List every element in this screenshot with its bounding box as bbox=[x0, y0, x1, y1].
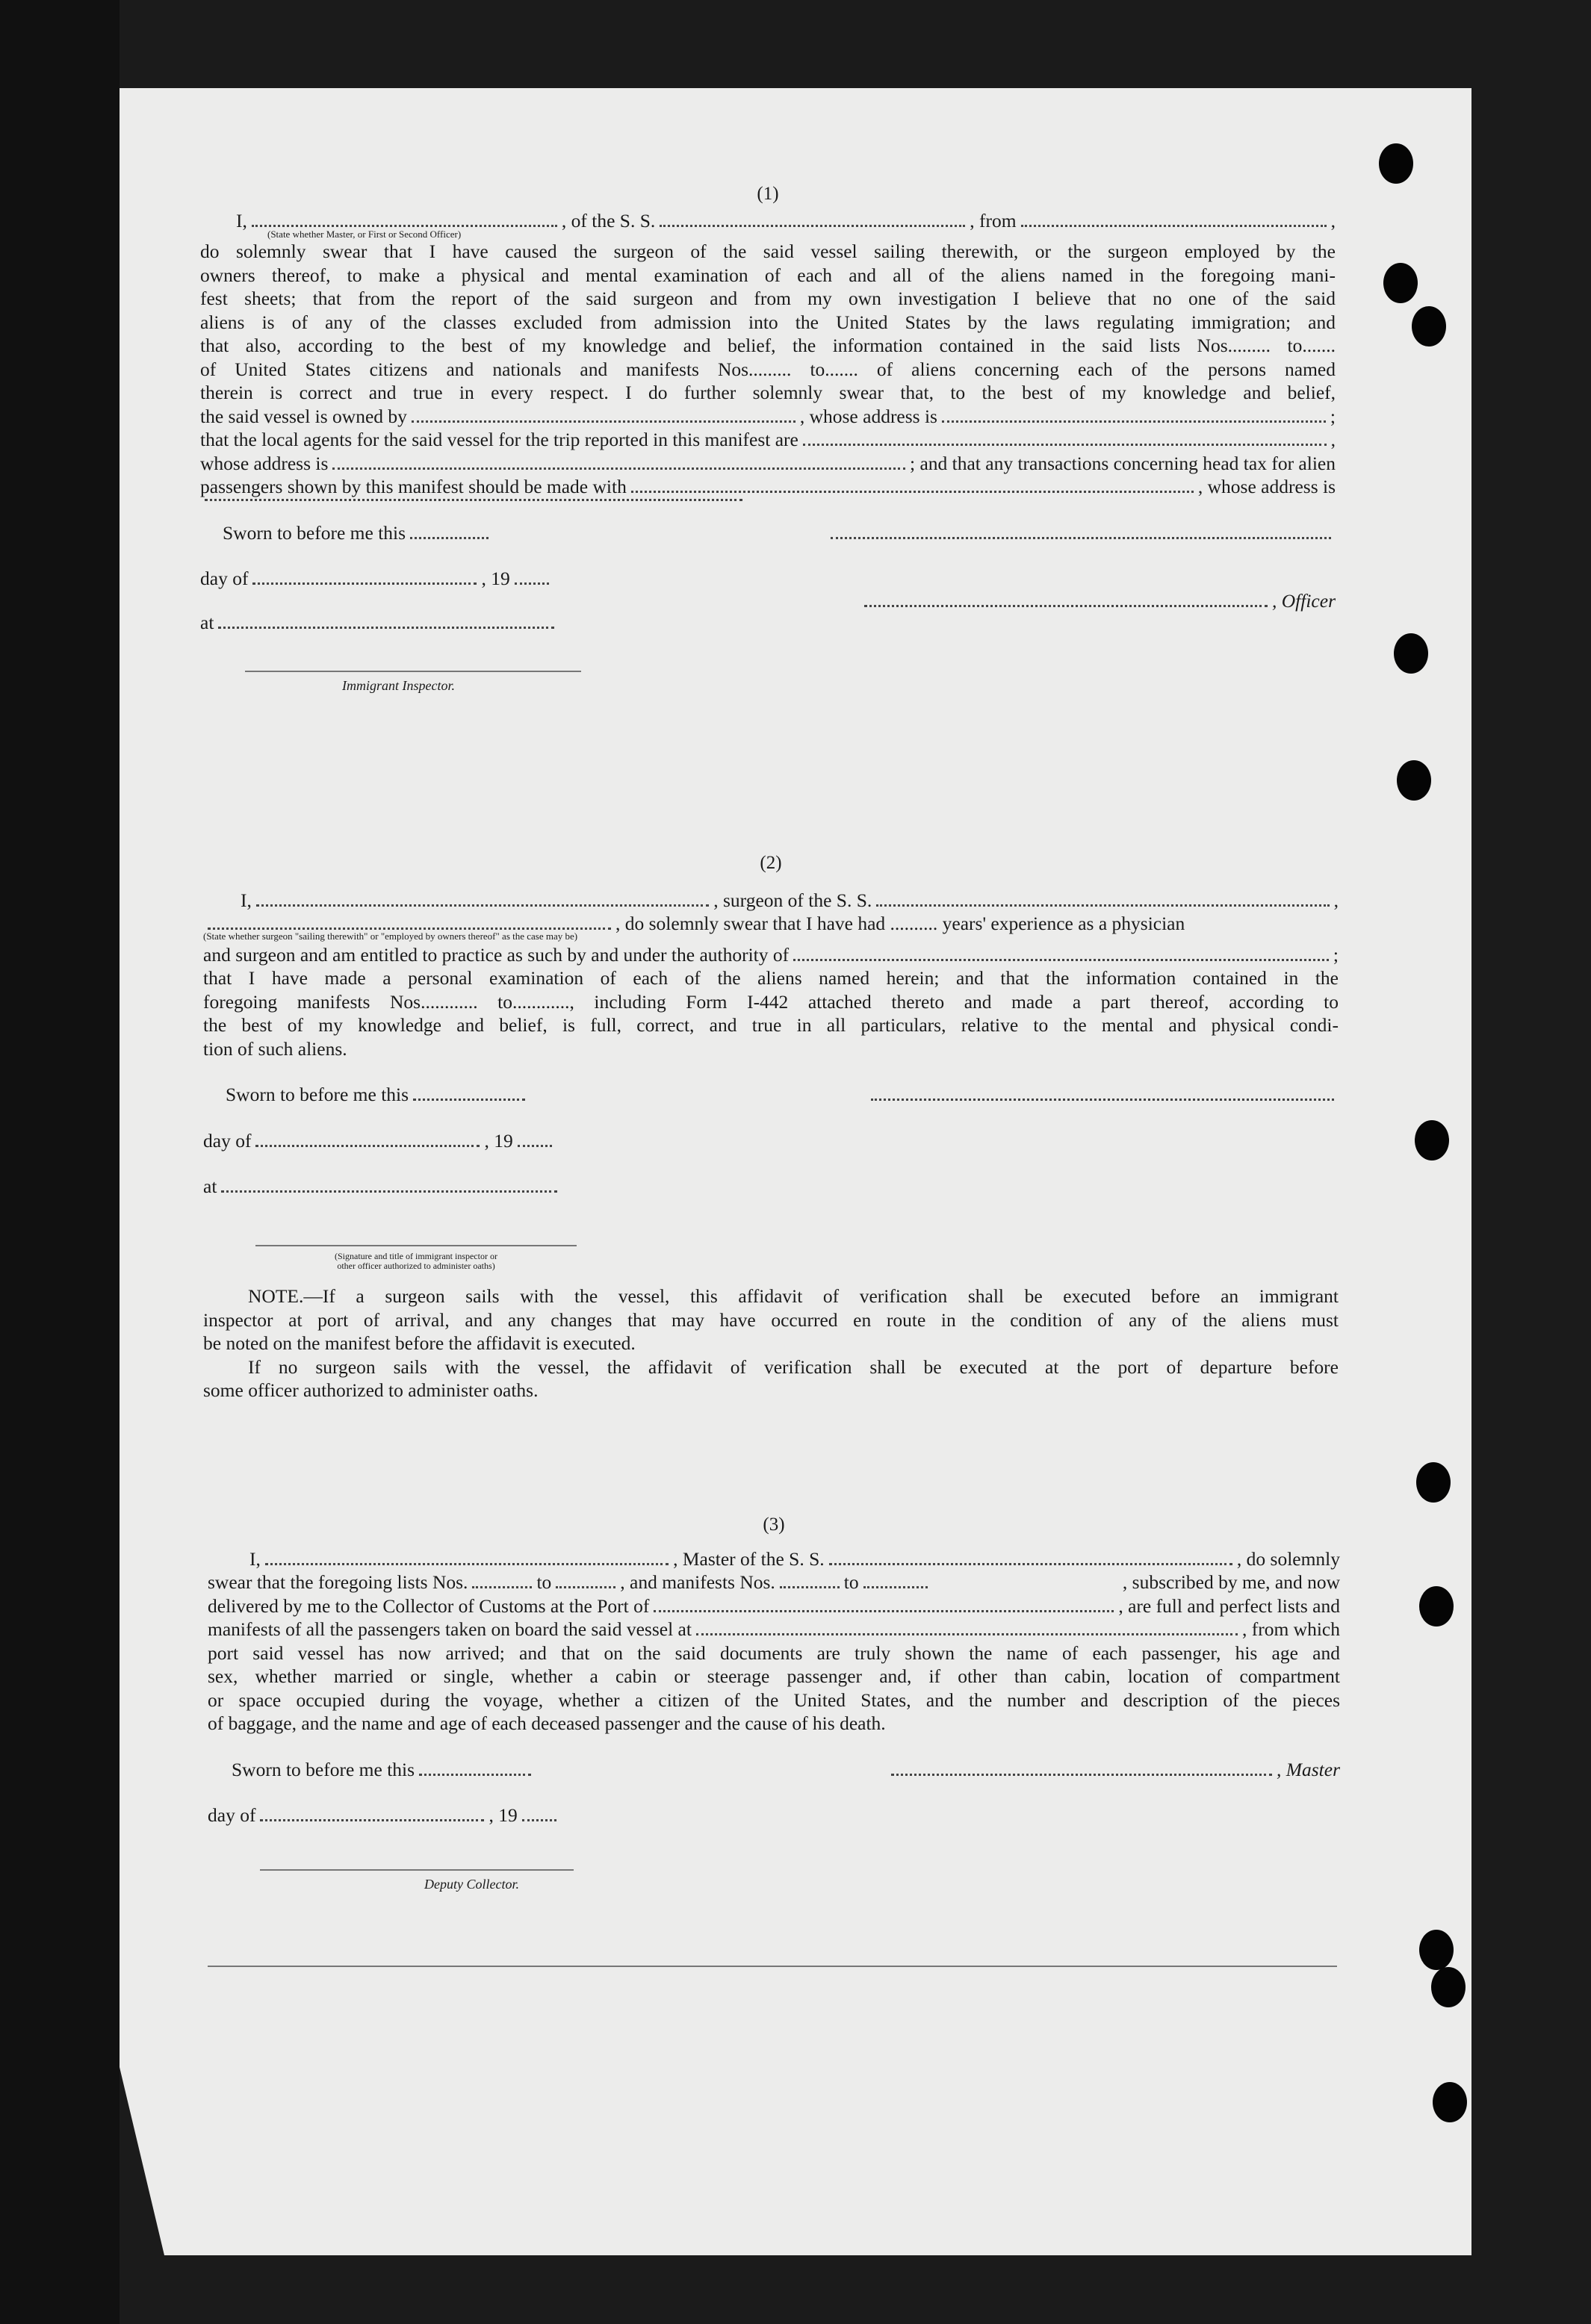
agents-address-line: whose address is ; and that any transactions concerning head tax for alien bbox=[200, 452, 1336, 474]
master-vessel-field[interactable] bbox=[829, 1563, 1232, 1565]
section2-line1: I, , surgeon of the S. S. , bbox=[241, 889, 1339, 911]
at-line: at bbox=[200, 611, 1336, 635]
day-month-field[interactable] bbox=[260, 1819, 484, 1821]
punch-hole bbox=[1383, 263, 1418, 303]
officer-name-field[interactable] bbox=[831, 537, 1331, 539]
manifests-to-field[interactable] bbox=[863, 1586, 928, 1588]
sworn-day-field[interactable] bbox=[419, 1774, 531, 1776]
authority-field[interactable] bbox=[793, 959, 1329, 961]
section3-line4: manifests of all the passengers taken on board the said vessel at , from which bbox=[208, 1618, 1340, 1640]
section1-paragraph: do solemnly swear that I have caused the surgeon of the said vessel sailing therewith, or the surgeon employed by the owners thereof, to make a physical and mental examination of each and all of the aliens named in the foregoing mani- fest sheets; that from the report of the said surgeon and from my own investigation I believe that no one of the said aliens is of any of the classes excluded from admission into the United States by the laws regulating immigration; and that also, according to the best of my knowledge and belief, the information contained in the said lists Nos......... to....... of United States citizens and nationals and manifests Nos......... to....... of aliens concerning each of the persons named therein is correct and true in every respect. I do further solemnly swear that, to the best of my knowledge and belief, bbox=[200, 240, 1336, 403]
day-month-field[interactable] bbox=[252, 582, 477, 585]
day-line: day of , 19 bbox=[208, 1803, 1340, 1827]
section3-line3: delivered by me to the Collector of Customs at the Port of , are full and perfect lists and bbox=[208, 1594, 1340, 1617]
owner-address-field[interactable] bbox=[942, 420, 1326, 423]
surgeon-vessel-field[interactable] bbox=[876, 904, 1329, 907]
year-field[interactable] bbox=[515, 582, 549, 585]
punch-hole bbox=[1433, 2082, 1467, 2122]
address-continuation-line bbox=[200, 499, 1336, 505]
sworn-line: Sworn to before me this bbox=[200, 521, 1336, 545]
agents-address-field[interactable] bbox=[332, 467, 905, 470]
master-signature-field[interactable] bbox=[891, 1774, 1272, 1776]
sworn-day-field[interactable] bbox=[410, 537, 489, 539]
head-tax-field[interactable] bbox=[631, 491, 1194, 493]
surgeon-status-field[interactable] bbox=[208, 928, 611, 930]
section-number: (2) bbox=[760, 853, 782, 873]
name-field[interactable] bbox=[252, 225, 557, 227]
affidavit-master-arrival bbox=[208, 1513, 1340, 1892]
lists-to-field[interactable] bbox=[556, 1586, 615, 1588]
section3-paragraph: port said vessel has now arrived; and that on the said documents are truly shown the name of each passenger, his age and sex, whether married or single, whether a cabin or steerage passenger and, if other than cabin, location of compartment or space occupied during the voyage, whether a citizen of the United States, and the number and description of the pieces of baggage, and the name and age of each deceased passenger and the cause of his death. bbox=[208, 1641, 1340, 1734]
sworn-line: Sworn to before me this , Master bbox=[232, 1758, 1340, 1780]
master-name-field[interactable] bbox=[265, 1563, 669, 1565]
day-line: day of , 19 bbox=[200, 567, 1336, 591]
punch-hole bbox=[1397, 760, 1431, 801]
punch-hole bbox=[1419, 1930, 1454, 1970]
at-place-field[interactable] bbox=[221, 1190, 557, 1193]
day-month-field[interactable] bbox=[255, 1145, 480, 1147]
section3-line1: I, , Master of the S. S. , do solemnly bbox=[249, 1547, 1341, 1570]
agents-field[interactable] bbox=[803, 444, 1327, 446]
at-place-field[interactable] bbox=[218, 627, 554, 629]
punch-hole bbox=[1416, 1462, 1451, 1503]
punch-hole bbox=[1415, 1120, 1449, 1161]
officer-signature-field[interactable] bbox=[864, 605, 1268, 607]
affidavit-master bbox=[200, 182, 1336, 694]
surgeon-signature-field[interactable] bbox=[871, 1099, 1334, 1101]
from-port-field[interactable] bbox=[1021, 225, 1327, 227]
punch-hole bbox=[1379, 143, 1413, 184]
note-paragraph: NOTE.—If a surgeon sails with the vessel, this affidavit of verification shall be executed before an immigrant inspector at port of arrival, and any changes that may have occurred en route in the condition of any of the aliens must be noted on the manifest before the affidavit is executed. If no surgeon sails with the vessel, the affidavit of verification shall be executed at the port of departure before some officer authorized to administer oaths. bbox=[203, 1285, 1339, 1401]
lists-from-field[interactable] bbox=[472, 1586, 532, 1588]
bottom-rule bbox=[208, 1966, 1337, 1967]
punch-hole bbox=[1412, 306, 1446, 347]
inspector-signature-line[interactable] bbox=[255, 1245, 577, 1246]
inspector-signature: Immigrant Inspector. bbox=[200, 654, 1336, 695]
owner-field[interactable] bbox=[412, 420, 796, 423]
year-field[interactable] bbox=[518, 1145, 552, 1147]
inspector-signature-line[interactable] bbox=[245, 671, 581, 672]
vessel-field[interactable] bbox=[660, 225, 965, 227]
section1-line1: I, , of the S. S. , from , bbox=[236, 209, 1336, 232]
collector-signature-line[interactable] bbox=[260, 1869, 574, 1871]
surgeon-note: (State whether surgeon "sailing therewith" or "employed by owners thereof" as the case may be) bbox=[203, 930, 578, 942]
authority-line: and surgeon and am entitled to practice as such by and under the authority of ; bbox=[203, 943, 1339, 966]
boarding-port-field[interactable] bbox=[696, 1633, 1238, 1635]
scanner-dark-edge bbox=[0, 0, 120, 2324]
year-field[interactable] bbox=[522, 1819, 556, 1821]
section-number: (1) bbox=[757, 184, 779, 204]
manifests-from-field[interactable] bbox=[780, 1586, 840, 1588]
punch-hole bbox=[1394, 633, 1428, 674]
section2-line2: , do solemnly swear that I have had .......... years' experience as a physician bbox=[203, 912, 1339, 936]
surgeon-name-field[interactable] bbox=[256, 904, 709, 907]
at-line: at bbox=[203, 1175, 1339, 1199]
punch-hole bbox=[1431, 1967, 1466, 2007]
section3-line2: swear that the foregoing lists Nos. to , and manifests Nos. to , subscribed by me, and now bbox=[208, 1571, 1340, 1593]
sworn-day-field[interactable] bbox=[413, 1099, 525, 1101]
agents-line: that the local agents for the said vessel for the trip reported in this manifest are , bbox=[200, 429, 1336, 450]
address-field[interactable] bbox=[205, 499, 742, 501]
owner-line: the said vessel is owned by , whose address is ; bbox=[200, 405, 1336, 427]
inspector-signature: (Signature and title of immigrant inspector or other officer authorized to administer oaths) bbox=[203, 1228, 577, 1272]
collector-signature: Deputy Collector. bbox=[208, 1853, 1340, 1893]
day-line: day of , 19 bbox=[203, 1129, 1339, 1153]
affidavit-surgeon bbox=[203, 851, 1339, 1402]
punch-hole bbox=[1419, 1586, 1454, 1627]
sworn-line: Sworn to before me this bbox=[203, 1083, 1339, 1107]
passengers-line: passengers shown by this manifest should be made with , whose address is bbox=[200, 476, 1336, 497]
officer-line: , Officer bbox=[200, 589, 1336, 613]
section2-paragraph: that I have made a personal examination of each of the aliens named herein; and that the information contained in the foregoing manifests Nos............ to............, including Form I-442 attached thereto and made a part thereof, according to the best of my knowledge and belief, is full, correct, and true in all particulars, relative to the mental and physical condi- tion of such aliens. bbox=[203, 967, 1339, 1060]
officer-note: (State whether Master, or First or Second Officer) bbox=[267, 229, 462, 240]
port-field[interactable] bbox=[654, 1610, 1114, 1612]
section-number: (3) bbox=[763, 1514, 785, 1535]
